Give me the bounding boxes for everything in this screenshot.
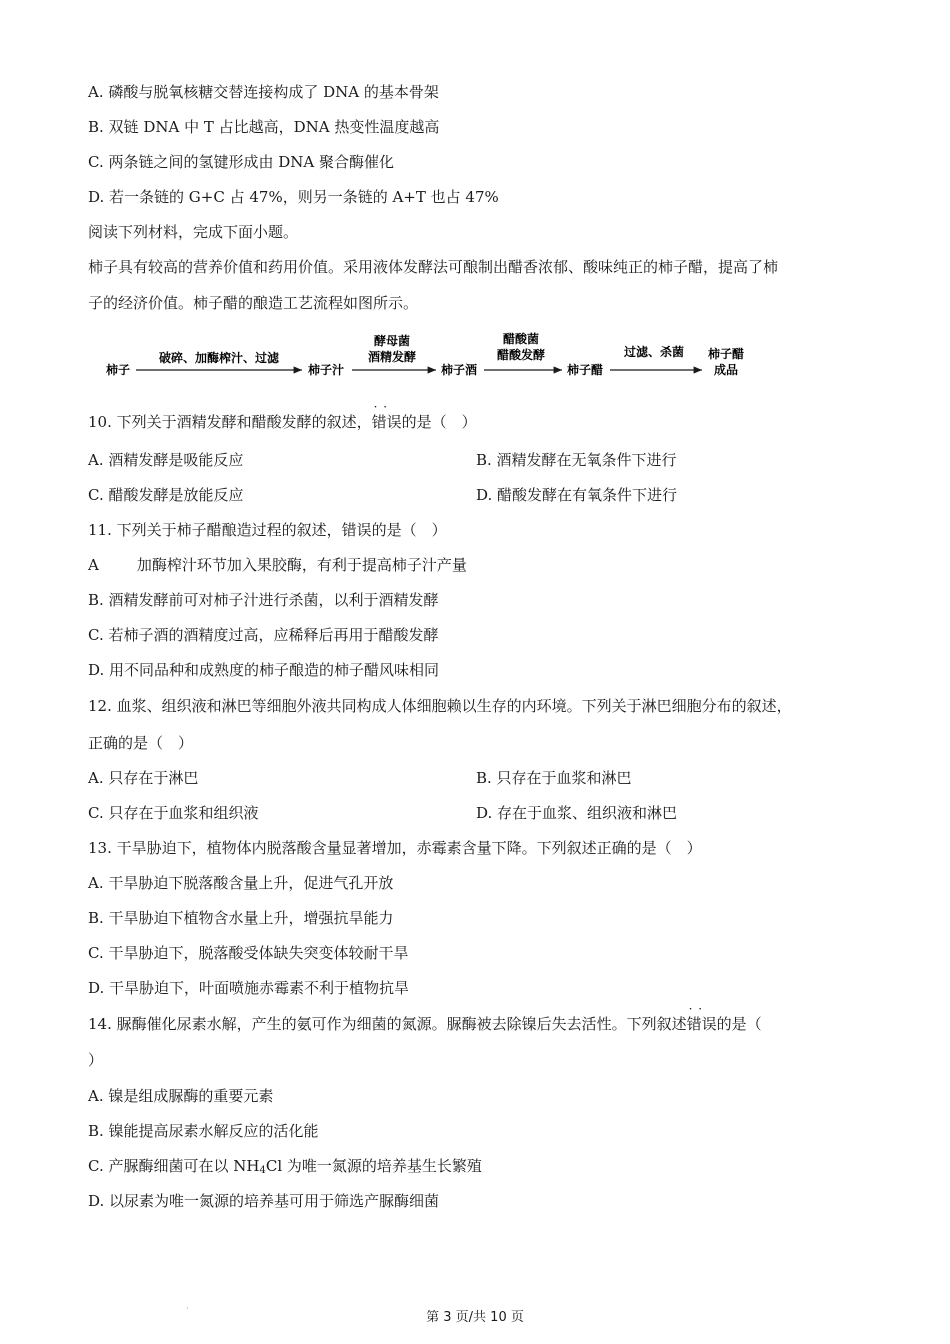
q11-option-b: B. 酒精发酵前可对柿子汁进行杀菌，以利于酒精发酵 [88,591,439,609]
q9-option-b: B. 双链 DNA 中 T 占比越高，DNA 热变性温度越高 [88,118,440,136]
flow-step-acetic-fermentation: 醋酸发酵 [496,348,546,362]
q13-stem: 13. 干旱胁迫下，植物体内脱落酸含量显著增加，赤霉素含量下降。下列叙述正确的是（ ） [88,839,702,857]
q14-option-a: A. 镍是组成脲酶的重要元素 [88,1087,274,1105]
reading-paragraph-line1: 柿子具有较高的营养价值和药用价值。采用液体发酵法可酿制出醋香浓郁、酸味纯正的柿子醋，提高了柿 [88,258,779,276]
page-footer: 第 3 页/共 10 页 [426,1310,524,1325]
q13-option-d: D. 干旱胁迫下，叶面喷施赤霉素不利于植物抗旱 [88,979,410,997]
q14-option-b: B. 镍能提高尿素水解反应的活化能 [88,1122,319,1140]
persimmon-vinegar-process-diagram [104,328,764,382]
flow-node-persimmon: 柿子 [106,363,131,377]
q12-stem-line2: 正确的是（ ） [88,734,194,752]
flow-node-persimmon-vinegar: 柿子醋 [567,363,604,377]
q11-option-c: C. 若柿子酒的酒精度过高，应稀释后再用于醋酸发酵 [88,626,439,644]
page-speck: · [186,1304,189,1313]
q10-option-d: D. 醋酸发酵在有氧条件下进行 [476,486,678,504]
q9-option-c: C. 两条链之间的氢键形成由 DNA 聚合酶催化 [88,153,395,171]
q14-stem-line1: 14. 脲酶催化尿素水解，产生的氨可作为细菌的氮源。脲酶被去除镍后失去活性。下列叙述· · 错误的是（ [88,1014,762,1034]
q10-option-b: B. 酒精发酵在无氧条件下进行 [476,451,677,469]
q12-option-c: C. 只存在于血浆和组织液 [88,804,259,822]
flow-step-acetic-bacteria: 醋酸菌 [502,332,540,346]
flow-node-vinegar-label: 柿子醋 [707,347,745,361]
q10-stem: 10. 下列关于酒精发酵和醋酸发酵的叙述，· · 错误的是（ ） [88,412,477,432]
q12-option-a: A. 只存在于淋巴 [88,769,199,787]
emphasis-marker: · · 错误 [687,1014,717,1034]
q12-option-b: B. 只存在于血浆和淋巴 [476,769,632,787]
q12-stem-line1: 12. 血浆、组织液和淋巴等细胞外液共同构成人体细胞赖以生存的内环境。下列关于淋巴细胞分布的叙述， [88,697,792,715]
flow-node-persimmon-juice: 柿子汁 [308,363,345,377]
flow-node-persimmon-wine: 柿子酒 [441,363,478,377]
q10-option-a: A. 酒精发酵是吸能反应 [88,451,244,469]
q14-stem-line2: ） [88,1051,104,1069]
q10-option-c: C. 醋酸发酵是放能反应 [88,486,244,504]
q14-option-c: C. 产脲酶细菌可在以 $NH_4Cl$ 为唯一氮源的培养基生长繁殖 [88,1157,482,1176]
q13-option-a: A. 干旱胁迫下脱落酸含量上升，促进气孔开放 [88,874,394,892]
q13-option-c: C. 干旱胁迫下，脱落酸受体缺失突变体较耐干旱 [88,944,409,962]
q11-stem: 11. 下列关于柿子醋酿造过程的叙述，错误的是（ ） [88,521,447,539]
q9-option-d: D. 若一条链的 G+C 占 47%，则另一条链的 A+T 也占 47% [88,188,499,206]
flow-step-crush-press-filter: 破碎、加酶榨汁、过滤 [158,351,280,365]
flow-step-yeast: 酵母菌 [373,334,411,348]
reading-intro: 阅读下列材料，完成下面小题。 [88,223,299,241]
emphasis-marker: · · 错误 [372,412,402,432]
reading-paragraph-line2: 子的经济价值。柿子醋的酿造工艺流程如图所示。 [88,294,419,312]
flow-step-alcohol-fermentation: 酒精发酵 [367,350,417,364]
q11-option-a: A 加酶榨汁环节加入果胶酶，有利于提高柿子汁产量 [88,556,467,574]
flow-step-filter-sterilize: 过滤、杀菌 [623,345,685,359]
flow-node-finished-product: 成品 [713,363,739,377]
q9-option-a: A. 磷酸与脱氧核糖交替连接构成了 DNA 的基本骨架 [88,83,439,101]
q13-option-b: B. 干旱胁迫下植物含水量上升，增强抗旱能力 [88,909,394,927]
q11-option-d: D. 用不同品种和成熟度的柿子酿造的柿子醋风味相同 [88,661,440,679]
q14-option-d: D. 以尿素为唯一氮源的培养基可用于筛选产脲酶细菌 [88,1192,440,1210]
q12-option-d: D. 存在于血浆、组织液和淋巴 [476,804,678,822]
